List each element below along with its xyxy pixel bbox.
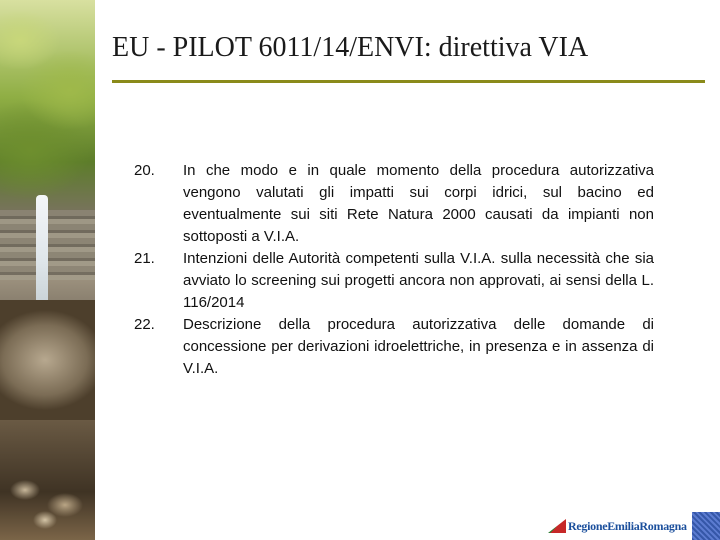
list-item-text: Intenzioni delle Autorità competenti sulla V.I.A. sulla necessità che sia avviato lo screening sui progetti ancora non approvati, ai sensi della L. 116/2014: [183, 250, 654, 311]
list-item: [134, 160, 654, 248]
numbered-list: [134, 160, 654, 380]
regione-logo: [548, 516, 688, 536]
slide-title: EU - PILOT 6011/14/ENVI: direttiva VIA: [112, 32, 589, 63]
corner-decoration: [692, 512, 720, 540]
list-item-number: 21.: [134, 250, 155, 267]
regione-logo-text: RegioneEmiliaRomagna: [568, 518, 687, 533]
list-item-text: Descrizione della procedura autorizzativa delle domande di concessione per derivazioni idroelettriche, in presenza e in assenza di V.I.A.: [183, 316, 654, 377]
list-item: [134, 248, 654, 314]
list-item-number: 20.: [134, 162, 155, 179]
list-item: [134, 314, 654, 380]
boulder: [0, 300, 95, 420]
stones: [10, 470, 90, 530]
waterfall-photo: [0, 0, 95, 540]
list-item-text: In che modo e in quale momento della procedura autorizzativa vengono valutati gli impatti sui corpi idrici, sul bacino ed eventualmente sui siti Rete Natura 2000 causati da impianti non sottoposti a V.I.A.: [183, 162, 654, 245]
regione-logo-mark-icon: [548, 519, 566, 533]
title-underline: [112, 80, 705, 83]
waterfall: [36, 195, 48, 305]
list-item-number: 22.: [134, 316, 155, 333]
